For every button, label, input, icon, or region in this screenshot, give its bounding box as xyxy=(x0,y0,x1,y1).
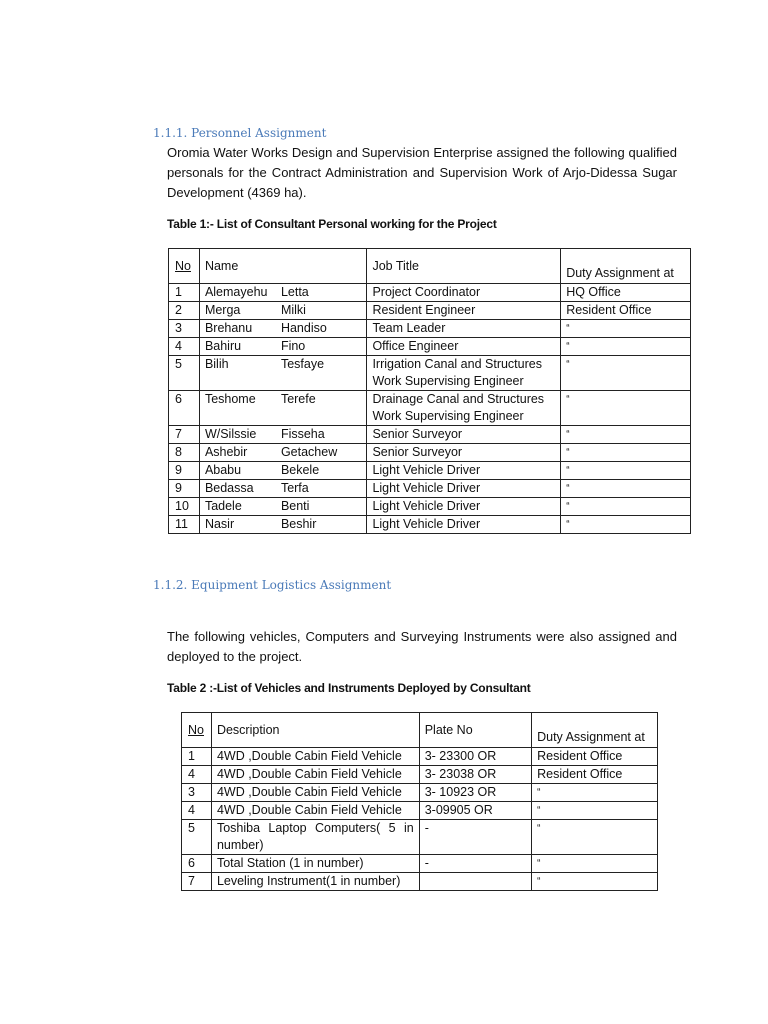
cell-duty: “ xyxy=(561,391,691,426)
cell-no: 7 xyxy=(169,426,200,444)
cell-no: 9 xyxy=(169,480,200,498)
paragraph-line: The following vehicles, Computers and Surveying Instruments were also assigned and xyxy=(167,629,677,644)
cell-description xyxy=(211,748,419,766)
header-duty: Duty Assignment at xyxy=(561,249,691,284)
header-job-title: Job Title xyxy=(367,249,561,284)
cell-name xyxy=(199,444,367,462)
last-name: Getachew xyxy=(280,445,338,459)
cell-no: 1 xyxy=(182,748,212,766)
job-title-line: Light Vehicle Driver xyxy=(372,481,481,495)
table-row xyxy=(169,391,691,426)
table-row xyxy=(169,284,691,302)
cell-no: 9 xyxy=(169,462,200,480)
job-title-line: Work Supervising Engineer xyxy=(372,374,524,388)
table-header-row xyxy=(182,713,658,748)
header-no: No xyxy=(169,249,200,284)
cell-name xyxy=(199,516,367,534)
last-name: Benti xyxy=(280,499,310,513)
cell-job-title xyxy=(367,462,561,480)
cell-description xyxy=(211,802,419,820)
first-name: Alemayehu xyxy=(204,285,268,299)
job-title-line: Light Vehicle Driver xyxy=(372,463,481,477)
cell-job-title xyxy=(367,480,561,498)
description-line: number) xyxy=(216,838,264,852)
cell-job-title xyxy=(367,516,561,534)
cell-plate-no: 3- 23300 OR xyxy=(419,748,531,766)
first-name: Bedassa xyxy=(204,481,254,495)
table-header-row xyxy=(169,249,691,284)
last-name: Terefe xyxy=(280,392,316,406)
cell-duty: Resident Office xyxy=(532,748,658,766)
header-plate-no: Plate No xyxy=(419,713,531,748)
last-name: Beshir xyxy=(280,517,317,531)
job-title-line: Office Engineer xyxy=(372,339,459,353)
description-line: 4WD ,Double Cabin Field Vehicle xyxy=(216,803,402,817)
cell-job-title xyxy=(367,320,561,338)
job-title-line: Drainage Canal and Structures xyxy=(372,392,545,406)
first-name: Bilih xyxy=(204,357,229,371)
cell-duty: Resident Office xyxy=(532,766,658,784)
job-title-line: Senior Surveyor xyxy=(372,427,463,441)
table2-caption: Table 2 :-List of Vehicles and Instruments Deployed by Consultant xyxy=(167,681,531,695)
first-name: Nasir xyxy=(204,517,235,531)
cell-job-title xyxy=(367,284,561,302)
cell-job-title xyxy=(367,391,561,426)
last-name: Handiso xyxy=(280,321,327,335)
table-row xyxy=(169,338,691,356)
cell-name xyxy=(199,426,367,444)
cell-name xyxy=(199,498,367,516)
cell-duty: “ xyxy=(532,820,658,855)
cell-no: 4 xyxy=(182,802,212,820)
description-line: Total Station (1 in number) xyxy=(216,856,364,870)
header-name: Name xyxy=(199,249,367,284)
cell-name xyxy=(199,391,367,426)
cell-no: 5 xyxy=(169,356,200,391)
cell-plate-no: 3- 10923 OR xyxy=(419,784,531,802)
paragraph-line: Oromia Water Works Design and Supervision Enterprise assigned the following qualified xyxy=(167,145,677,160)
cell-duty: “ xyxy=(561,356,691,391)
cell-name xyxy=(199,356,367,391)
cell-duty: “ xyxy=(561,462,691,480)
job-title-line: Project Coordinator xyxy=(372,285,481,299)
job-title-line: Resident Engineer xyxy=(372,303,476,317)
cell-no: 7 xyxy=(182,873,212,891)
last-name: Letta xyxy=(280,285,309,299)
cell-job-title xyxy=(367,338,561,356)
cell-no: 6 xyxy=(182,855,212,873)
table-row xyxy=(182,784,658,802)
first-name: Brehanu xyxy=(204,321,253,335)
paragraph-line: Development (4369 ha). xyxy=(167,185,307,200)
cell-plate-no: 3- 23038 OR xyxy=(419,766,531,784)
equipment-table xyxy=(181,712,658,891)
cell-duty: “ xyxy=(561,426,691,444)
cell-name xyxy=(199,302,367,320)
last-name: Terfa xyxy=(280,481,309,495)
cell-duty: “ xyxy=(532,855,658,873)
cell-duty: “ xyxy=(561,444,691,462)
cell-description xyxy=(211,784,419,802)
table-row xyxy=(169,498,691,516)
cell-name xyxy=(199,338,367,356)
cell-duty: HQ Office xyxy=(561,284,691,302)
section-heading-equipment: 1.1.2. Equipment Logistics Assignment xyxy=(153,578,392,592)
first-name: Ashebir xyxy=(204,445,248,459)
job-title-line: Light Vehicle Driver xyxy=(372,499,481,513)
table-row xyxy=(182,855,658,873)
last-name: Fino xyxy=(280,339,306,353)
cell-no: 4 xyxy=(182,766,212,784)
cell-job-title xyxy=(367,356,561,391)
cell-plate-no: - xyxy=(419,855,531,873)
paragraph-line: personals for the Contract Administration and Supervision Work of Arjo-Didessa Sugar xyxy=(167,165,677,180)
cell-duty: “ xyxy=(561,338,691,356)
equipment-paragraph xyxy=(167,627,677,667)
cell-name xyxy=(199,462,367,480)
cell-name xyxy=(199,320,367,338)
description-line: Toshiba Laptop Computers( 5 in xyxy=(216,821,414,835)
cell-description xyxy=(211,873,419,891)
cell-no: 3 xyxy=(169,320,200,338)
job-title-line: Light Vehicle Driver xyxy=(372,517,481,531)
last-name: Fisseha xyxy=(280,427,325,441)
cell-duty: “ xyxy=(561,480,691,498)
first-name: Tadele xyxy=(204,499,242,513)
table-row xyxy=(169,462,691,480)
description-line: Leveling Instrument(1 in number) xyxy=(216,874,401,888)
cell-description xyxy=(211,855,419,873)
cell-name xyxy=(199,284,367,302)
table-row xyxy=(182,820,658,855)
first-name: Ababu xyxy=(204,463,242,477)
cell-description xyxy=(211,766,419,784)
table-row xyxy=(169,426,691,444)
cell-no: 2 xyxy=(169,302,200,320)
table-row xyxy=(169,516,691,534)
job-title-line: Irrigation Canal and Structures xyxy=(372,357,542,371)
job-title-line: Team Leader xyxy=(372,321,446,335)
header-no: No xyxy=(182,713,212,748)
table-row xyxy=(182,748,658,766)
table-row xyxy=(169,302,691,320)
cell-duty: “ xyxy=(532,784,658,802)
first-name: Bahiru xyxy=(204,339,242,353)
personnel-paragraph xyxy=(167,143,677,203)
first-name: Teshome xyxy=(204,392,256,406)
cell-duty: “ xyxy=(532,873,658,891)
cell-job-title xyxy=(367,302,561,320)
cell-description xyxy=(211,820,419,855)
table-row xyxy=(169,320,691,338)
table-row xyxy=(169,480,691,498)
table-row xyxy=(182,873,658,891)
cell-no: 11 xyxy=(169,516,200,534)
cell-job-title xyxy=(367,498,561,516)
cell-no: 4 xyxy=(169,338,200,356)
description-line: 4WD ,Double Cabin Field Vehicle xyxy=(216,767,402,781)
cell-no: 8 xyxy=(169,444,200,462)
cell-job-title xyxy=(367,444,561,462)
cell-no: 10 xyxy=(169,498,200,516)
header-duty: Duty Assignment at xyxy=(532,713,658,748)
first-name: W/Silssie xyxy=(204,427,257,441)
cell-duty: Resident Office xyxy=(561,302,691,320)
job-title-line: Work Supervising Engineer xyxy=(372,409,524,423)
table-row xyxy=(182,802,658,820)
cell-no: 5 xyxy=(182,820,212,855)
cell-duty: “ xyxy=(561,320,691,338)
paragraph-line: deployed to the project. xyxy=(167,649,303,664)
section-heading-personnel: 1.1.1. Personnel Assignment xyxy=(153,126,327,140)
cell-duty: “ xyxy=(561,498,691,516)
cell-duty: “ xyxy=(532,802,658,820)
table-row xyxy=(182,766,658,784)
cell-no: 6 xyxy=(169,391,200,426)
job-title-line: Senior Surveyor xyxy=(372,445,463,459)
table-row xyxy=(169,356,691,391)
cell-plate-no xyxy=(419,873,531,891)
last-name: Milki xyxy=(280,303,306,317)
cell-plate-no: 3-09905 OR xyxy=(419,802,531,820)
table-row xyxy=(169,444,691,462)
cell-no: 1 xyxy=(169,284,200,302)
first-name: Merga xyxy=(204,303,241,317)
cell-duty: “ xyxy=(561,516,691,534)
cell-no: 3 xyxy=(182,784,212,802)
cell-job-title xyxy=(367,426,561,444)
description-line: 4WD ,Double Cabin Field Vehicle xyxy=(216,749,402,763)
cell-plate-no: - xyxy=(419,820,531,855)
cell-name xyxy=(199,480,367,498)
table1-caption: Table 1:- List of Consultant Personal working for the Project xyxy=(167,217,497,231)
personnel-table xyxy=(168,248,691,534)
description-line: 4WD ,Double Cabin Field Vehicle xyxy=(216,785,402,799)
last-name: Bekele xyxy=(280,463,320,477)
header-description: Description xyxy=(211,713,419,748)
last-name: Tesfaye xyxy=(280,357,325,371)
